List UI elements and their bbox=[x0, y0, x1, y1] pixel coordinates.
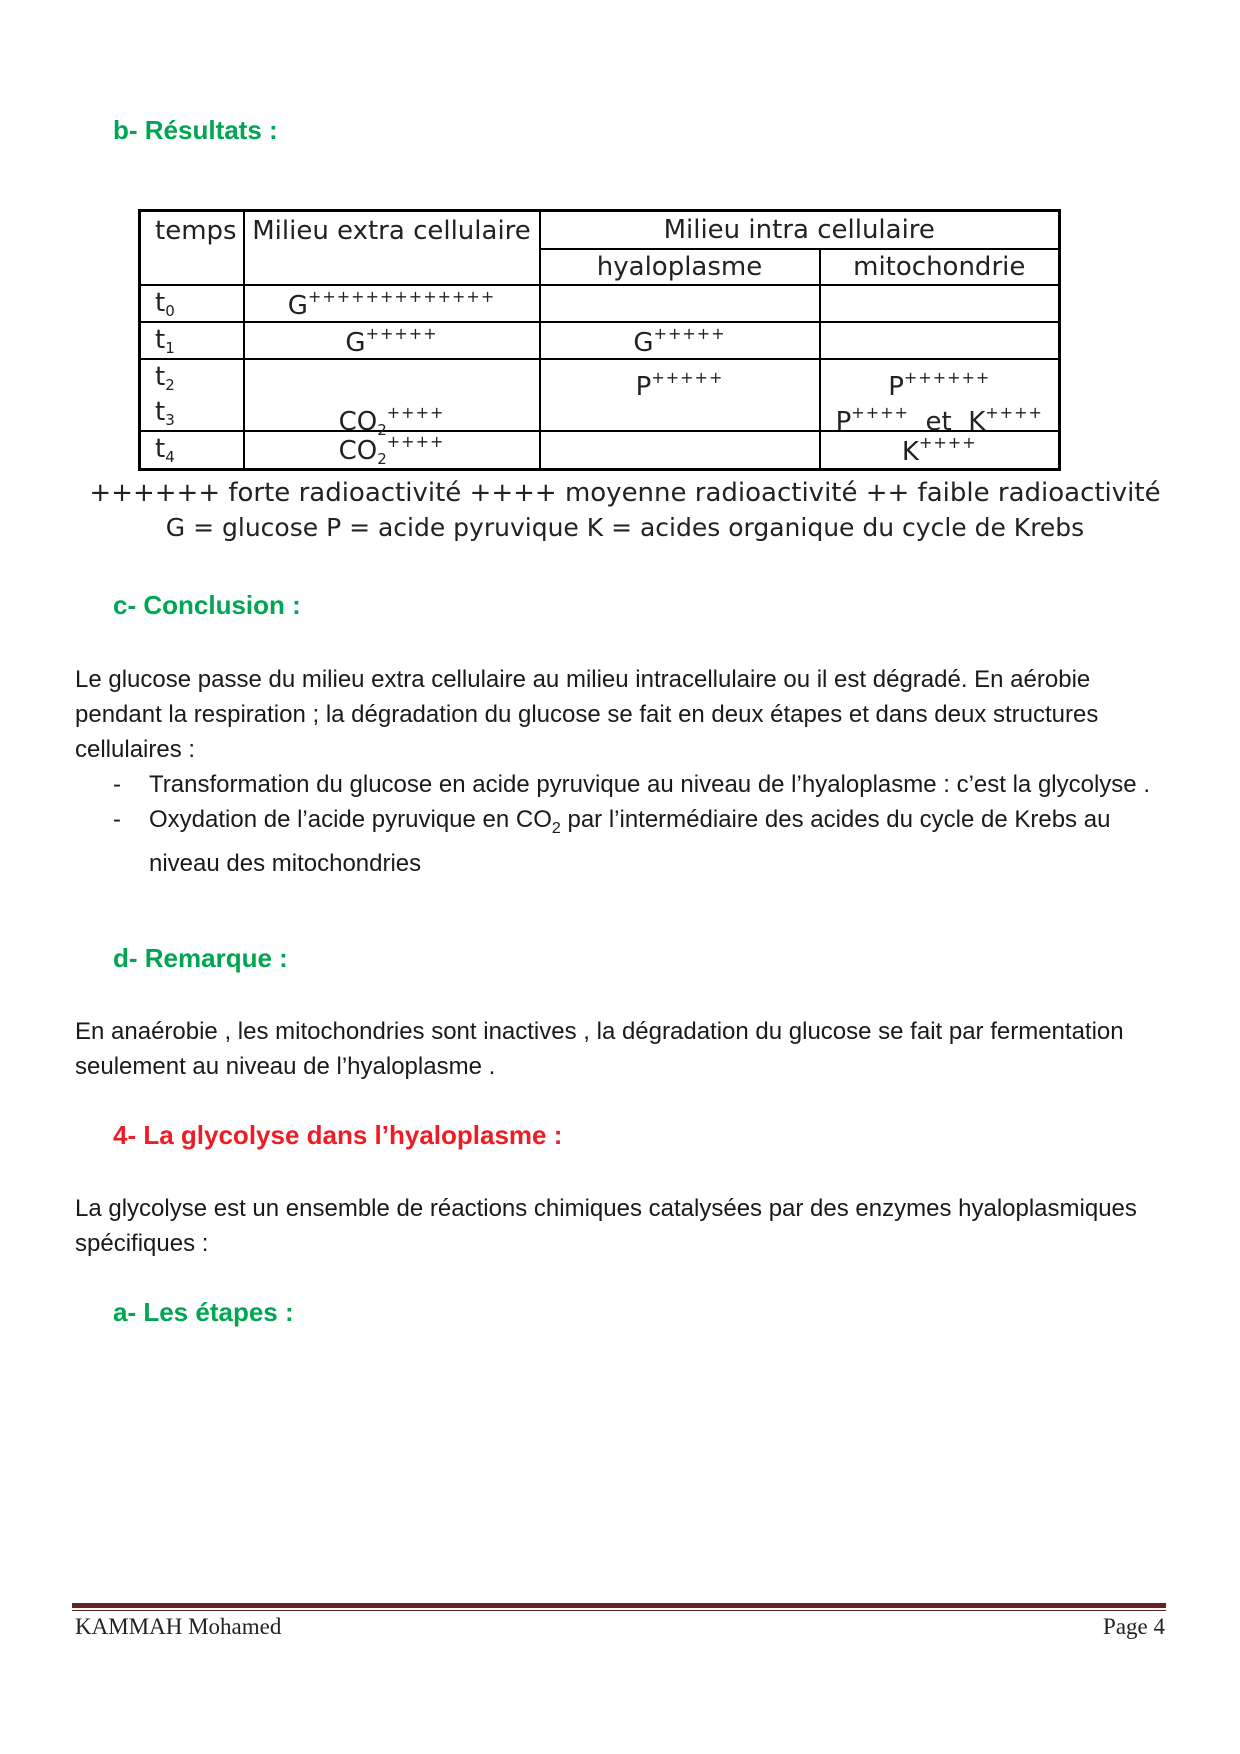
hyalo-cell: P+++++ bbox=[540, 359, 820, 431]
conclusion-list bbox=[75, 767, 1175, 881]
results-table bbox=[138, 209, 1061, 471]
time-cell: $t_4$ bbox=[140, 431, 244, 470]
heading-etapes: a- Les étapes : bbox=[113, 1297, 294, 1327]
heading-conclusion: c- Conclusion : bbox=[113, 590, 301, 620]
extra-cell: $CO_2^{++++}$ bbox=[244, 359, 540, 431]
table-header-row bbox=[140, 211, 1060, 250]
table-row bbox=[140, 359, 1060, 431]
header-hyalo: hyaloplasme bbox=[540, 249, 820, 285]
heading-resultats: b- Résultats : bbox=[113, 115, 278, 145]
extra-cell: $CO_2^{++++}$ bbox=[244, 431, 540, 470]
footer-rule-thick bbox=[72, 1603, 1166, 1608]
conclusion-paragraph: Le glucose passe du milieu extra cellulaire au milieu intracellulaire ou il est dégradé. En aérobie pendant la respiration ; la dégradation du glucose se fait en deux étapes et dans deux structures cellulaires : bbox=[75, 666, 1099, 763]
table-row bbox=[140, 322, 1060, 359]
legend-radioactivity: ++++++ forte radioactivité ++++ moyenne radioactivité ++ faible radioactivité bbox=[89, 478, 1161, 508]
table-row bbox=[140, 431, 1060, 470]
mito-cell bbox=[820, 322, 1060, 359]
legend-abbreviations: G = glucose P = acide pyruvique K = acides organique du cycle de Krebs bbox=[165, 513, 1085, 542]
time-cell: $t_1$ bbox=[140, 322, 244, 359]
footer-author: KAMMAH Mohamed bbox=[75, 1614, 282, 1639]
mito-cell: K++++ bbox=[820, 431, 1060, 470]
table-row bbox=[140, 285, 1060, 322]
extra-cell: G+++++ bbox=[244, 322, 540, 359]
extra-cell: G+++++++++++++ bbox=[244, 285, 540, 322]
header-temps: temps bbox=[140, 211, 244, 286]
header-mito: mitochondrie bbox=[820, 249, 1060, 285]
mito-cell: P++++++ P++++ et K++++ bbox=[820, 359, 1060, 431]
header-extra: Milieu extra cellulaire bbox=[244, 211, 540, 286]
footer-page-number: Page 4 bbox=[1103, 1614, 1165, 1639]
mito-cell bbox=[820, 285, 1060, 322]
list-item: - Oxydation de l’acide pyruvique en $CO_2$ par l’intermédiaire des acides du cycle de Krebs au niveau des mitochondries bbox=[113, 806, 1111, 877]
heading-remarque: d- Remarque : bbox=[113, 943, 288, 973]
time-cell: $t_2$ $t_3$ bbox=[140, 359, 244, 431]
time-cell: $t_0$ bbox=[140, 285, 244, 322]
remarque-paragraph: En anaérobie , les mitochondries sont inactives , la dégradation du glucose se fait par fermentation seulement au niveau de l’hyaloplasme . bbox=[75, 1018, 1124, 1080]
heading-glycolyse: 4- La glycolyse dans l’hyaloplasme : bbox=[113, 1120, 563, 1150]
glycolyse-paragraph: La glycolyse est un ensemble de réactions chimiques catalysées par des enzymes hyaloplasmiques spécifiques : bbox=[75, 1195, 1137, 1257]
hyalo-cell bbox=[540, 431, 820, 470]
hyalo-cell: G+++++ bbox=[540, 322, 820, 359]
hyalo-cell bbox=[540, 285, 820, 322]
list-item: - Transformation du glucose en acide pyruvique au niveau de l’hyaloplasme : c’est la glycolyse . bbox=[113, 771, 1150, 798]
footer-rule-thin bbox=[72, 1610, 1166, 1611]
header-intra: Milieu intra cellulaire bbox=[540, 211, 1060, 250]
